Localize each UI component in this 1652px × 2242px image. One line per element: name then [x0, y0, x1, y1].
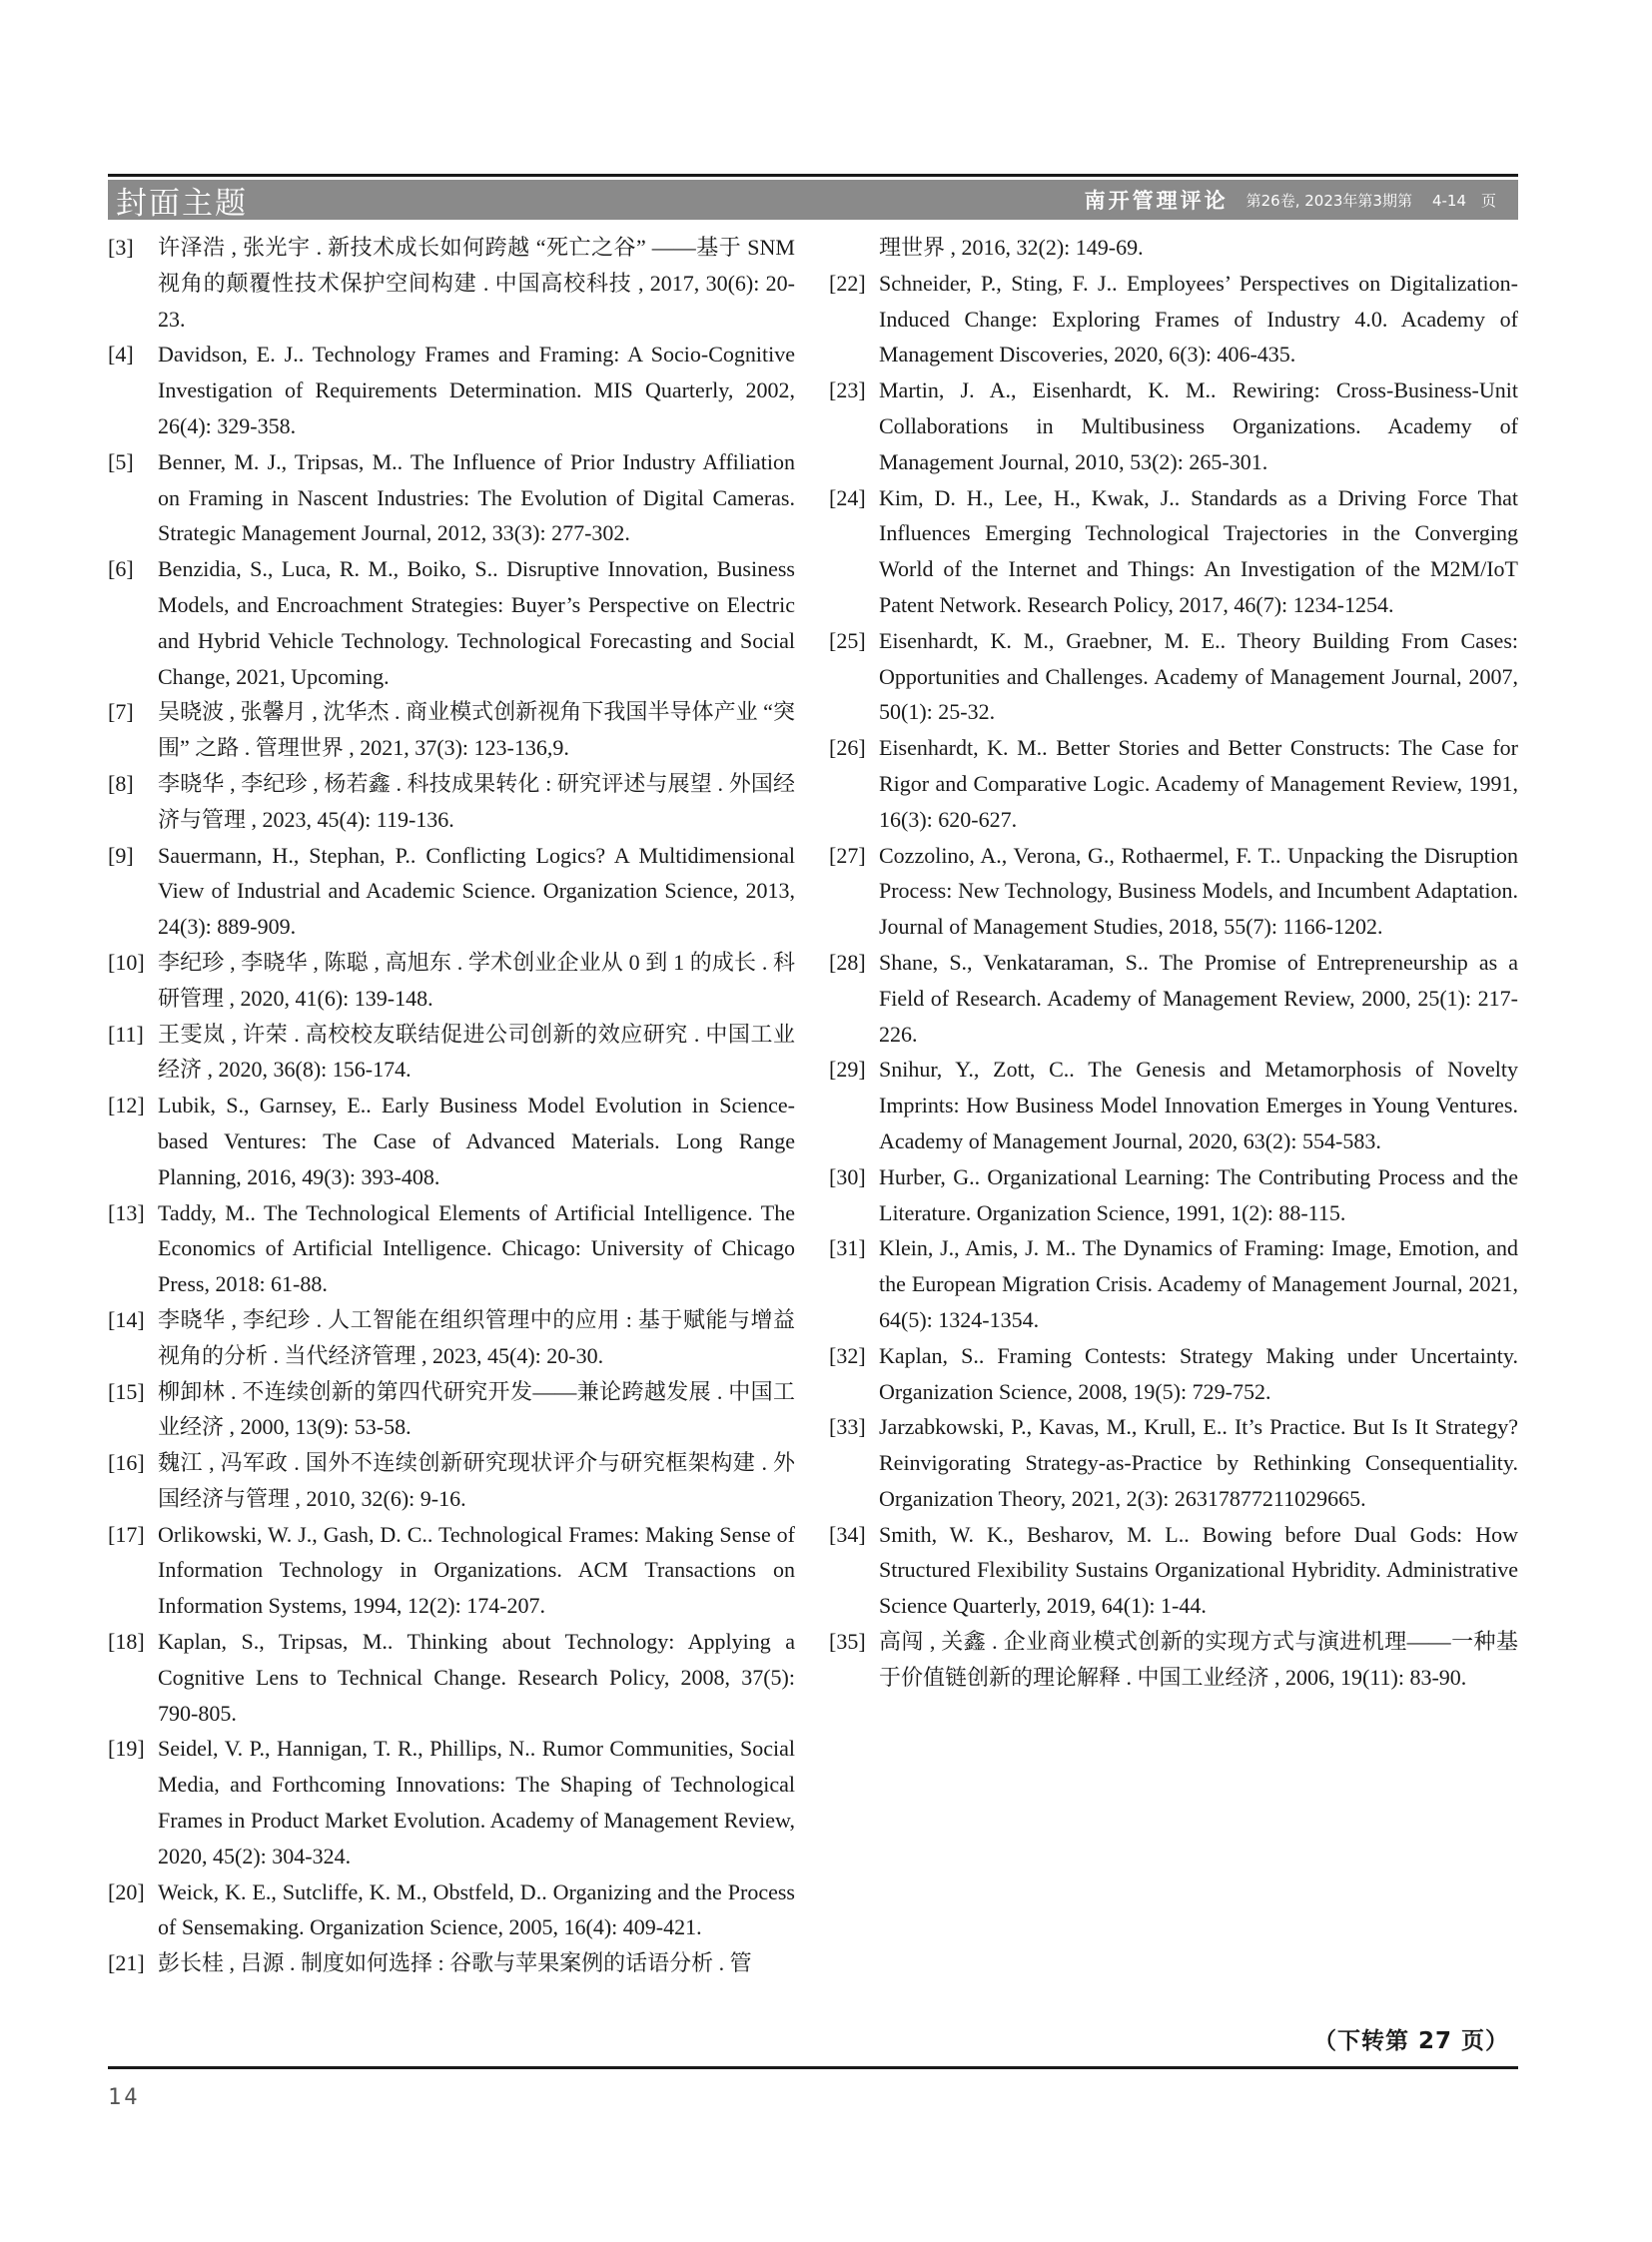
- reference-number: [27]: [829, 842, 866, 868]
- reference-text: 彭长桂 , 吕源 . 制度如何选择 : 谷歌与苹果案例的话语分析 . 管: [158, 1950, 752, 1976]
- reference-text: Davidson, E. J.. Technology Frames and Framing: A Socio-Cognitive Investigation of Requirements Determination. MIS Quarterly, 2002, 26(4): 329-358.: [158, 342, 795, 438]
- reference-text: Seidel, V. P., Hannigan, T. R., Phillips, N.. Rumor Communities, Social Media, and Forthcoming Innovations: The Shaping of Technological Frames in Product Market Evolution. Academy of Management Review, 2020, 45(2): 304-324.: [158, 1736, 795, 1868]
- reference-number: [9]: [108, 842, 134, 868]
- reference-item: [829, 1159, 1518, 1231]
- reference-number: [5]: [108, 448, 134, 474]
- reference-number: [18]: [108, 1629, 145, 1655]
- reference-number: [14]: [108, 1306, 145, 1332]
- reference-number: [28]: [829, 949, 866, 975]
- journal-name: 南开管理评论: [1084, 189, 1229, 213]
- issue-info: 第26卷, 2023年第3期第: [1245, 191, 1412, 210]
- reference-text: 柳卸林 . 不连续创新的第四代研究开发——兼论跨越发展 . 中国工业经济 , 2000, 13(9): 53-58.: [158, 1378, 795, 1440]
- reference-text: Weick, K. E., Sutcliffe, K. M., Obstfeld, D.. Organizing and the Process of Sensemaking. Organization Science, 2005, 16(4): 409-421.: [158, 1878, 795, 1940]
- reference-number: [4]: [108, 342, 134, 368]
- reference-item: [829, 1052, 1518, 1158]
- reference-number: [17]: [108, 1521, 145, 1547]
- reference-item: [108, 230, 795, 337]
- reference-continuation: 理世界 , 2016, 32(2): 149-69.: [879, 235, 1144, 260]
- reference-text: 魏江 , 冯军政 . 国外不连续创新研究现状评介与研究框架构建 . 外国经济与管理 , 2010, 32(6): 9-16.: [158, 1450, 795, 1511]
- reference-text: Lubik, S., Garnsey, E.. Early Business Model Evolution in Science-based Ventures: The Case of Advanced Materials. Long Range Planning, 2016, 49(3): 393-408.: [158, 1093, 795, 1189]
- reference-number: [20]: [108, 1878, 145, 1904]
- reference-text: 高闯 , 关鑫 . 企业商业模式创新的实现方式与演进机理——一种基于价值链创新的理论解释 . 中国工业经济 , 2006, 19(11): 83-90.: [879, 1629, 1518, 1690]
- reference-item: [108, 444, 795, 551]
- reference-number: [21]: [108, 1950, 145, 1976]
- reference-item: [108, 1302, 795, 1374]
- reference-number: [31]: [829, 1235, 866, 1261]
- reference-number: [16]: [108, 1450, 145, 1476]
- reference-text: Snihur, Y., Zott, C.. The Genesis and Metamorphosis of Novelty Imprints: How Business Model Innovation Emerges in Young Ventures. Academy of Management Journal, 2020, 63(2): 554-583.: [879, 1057, 1518, 1153]
- reference-item: [108, 1517, 795, 1624]
- reference-item: [108, 1624, 795, 1731]
- reference-item: [108, 1731, 795, 1873]
- reference-text: 李纪珍 , 李晓华 , 陈聪 , 高旭东 . 学术创业企业从 0 到 1 的成长 . 科研管理 , 2020, 41(6): 139-148.: [158, 949, 795, 1011]
- reference-text: Kaplan, S., Tripsas, M.. Thinking about Technology: Applying a Cognitive Lens to Technical Change. Research Policy, 2008, 37(5): 790-805.: [158, 1629, 795, 1726]
- reference-number: [12]: [108, 1093, 145, 1119]
- reference-text: 李晓华 , 李纪珍 , 杨若鑫 . 科技成果转化 : 研究评述与展望 . 外国经济与管理 , 2023, 45(4): 119-136.: [158, 770, 795, 832]
- reference-item: [108, 1195, 795, 1302]
- reference-item: [108, 838, 795, 945]
- right-reference-column: [829, 230, 1518, 1696]
- reference-item: [829, 1624, 1518, 1696]
- reference-text: 许泽浩 , 张光宇 . 新技术成长如何跨越 “死亡之谷” ——基于 SNM 视角的颠覆性技术保护空间构建 . 中国高校科技 , 2017, 30(6): 20-23.: [158, 235, 795, 332]
- reference-item: [829, 266, 1518, 373]
- reference-text: 李晓华 , 李纪珍 . 人工智能在组织管理中的应用 : 基于赋能与增益视角的分析 . 当代经济管理 , 2023, 45(4): 20-30.: [158, 1306, 795, 1368]
- reference-number: [10]: [108, 949, 145, 975]
- reference-text: Sauermann, H., Stephan, P.. Conflicting Logics? A Multidimensional View of Industrial and Academic Science. Organization Science, 2013, 24(3): 889-909.: [158, 842, 795, 940]
- reference-item: [108, 551, 795, 694]
- reference-number: [26]: [829, 735, 866, 761]
- reference-item: [829, 945, 1518, 1052]
- reference-number: [8]: [108, 770, 134, 796]
- continued-note: （下转第 27 页）: [1312, 2028, 1509, 2054]
- reference-number: [13]: [108, 1199, 145, 1225]
- reference-text: Martin, J. A., Eisenhardt, K. M.. Rewiring: Cross-Business-Unit Collaborations in Multibusiness Organizations. Academy of Management Journal, 2010, 53(2): 265-301.: [879, 377, 1518, 474]
- reference-text: Klein, J., Amis, J. M.. The Dynamics of Framing: Image, Emotion, and the European Migration Crisis. Academy of Management Journal, 2021, 64(5): 1324-1354.: [879, 1235, 1518, 1332]
- reference-number: [11]: [108, 1021, 144, 1047]
- reference-text: Schneider, P., Sting, F. J.. Employees’ Perspectives on Digitalization-Induced Change: Exploring Frames of Industry 4.0. Academy of Management Discoveries, 2020, 6(3): 406-435.: [879, 270, 1518, 368]
- reference-text: Shane, S., Venkataraman, S.. The Promise of Entrepreneurship as a Field of Research. Academy of Management Review, 2000, 25(1): 217-226.: [879, 949, 1518, 1047]
- reference-number: [19]: [108, 1736, 145, 1762]
- reference-text: Benzidia, S., Luca, R. M., Boiko, S.. Disruptive Innovation, Business Models, and Encroachment Strategies: Buyer’s Perspective on Electric and Hybrid Vehicle Technology. Technological Forecasting and Social Change, 2021, Upcoming.: [158, 556, 795, 689]
- reference-text: Orlikowski, W. J., Gash, D. C.. Technological Frames: Making Sense of Information Technology in Organizations. ACM Transactions on Information Systems, 1994, 12(2): 174-207.: [158, 1521, 795, 1619]
- reference-number: [34]: [829, 1521, 866, 1547]
- reference-item: [108, 766, 795, 838]
- reference-text: Kaplan, S.. Framing Contests: Strategy Making under Uncertainty. Organization Science, 2008, 19(5): 729-752.: [879, 1342, 1518, 1404]
- reference-number: [33]: [829, 1414, 866, 1440]
- reference-text: 王雯岚 , 许荣 . 高校校友联结促进公司创新的效应研究 . 中国工业经济 , 2020, 36(8): 156-174.: [158, 1021, 795, 1083]
- reference-item: [108, 1945, 795, 1981]
- section-title: 封面主题: [116, 185, 248, 222]
- reference-item: [108, 1088, 795, 1194]
- reference-text: Jarzabkowski, P., Kavas, M., Krull, E.. It’s Practice. But Is It Strategy? Reinvigorating Strategy-as-Practice by Rethinking Consequentiality. Organization Theory, 2021, 2(3): 26317877211029665.: [879, 1414, 1518, 1511]
- bottom-rule: [108, 2066, 1518, 2069]
- reference-item: [829, 1409, 1518, 1516]
- reference-item: [108, 337, 795, 443]
- reference-text: Kim, D. H., Lee, H., Kwak, J.. Standards as a Driving Force That Influences Emerging Technological Trajectories in the Converging World of the Internet and Things: An Investigation of the M2M/IoT Patent Network. Research Policy, 2017, 46(7): 1234-1254.: [879, 484, 1518, 617]
- reference-item: [829, 373, 1518, 479]
- reference-number: [29]: [829, 1057, 866, 1083]
- header-band: [108, 180, 1518, 220]
- page-range: 4-14 页: [1431, 191, 1496, 210]
- reference-item: [829, 838, 1518, 945]
- journal-info: [1085, 185, 1518, 215]
- reference-item: [829, 730, 1518, 837]
- reference-item: [108, 1374, 795, 1446]
- reference-item: [829, 623, 1518, 730]
- reference-text: Taddy, M.. The Technological Elements of Artificial Intelligence. The Economics of Artificial Intelligence. Chicago: University of Chicago Press, 2018: 61-88.: [158, 1199, 795, 1297]
- reference-text: Eisenhardt, K. M.. Better Stories and Better Constructs: The Case for Rigor and Comparative Logic. Academy of Management Review, 1991, 16(3): 620-627.: [879, 735, 1518, 832]
- reference-number: [3]: [108, 235, 134, 260]
- reference-item: [829, 1517, 1518, 1624]
- top-rule: [108, 174, 1518, 177]
- reference-number: [32]: [829, 1342, 866, 1368]
- reference-item: [108, 945, 795, 1017]
- reference-text: 吴晓波 , 张馨月 , 沈华杰 . 商业模式创新视角下我国半导体产业 “突围” 之路 . 管理世界 , 2021, 37(3): 123-136,9.: [158, 699, 795, 761]
- reference-number: [23]: [829, 377, 866, 403]
- reference-number: [7]: [108, 699, 134, 725]
- reference-number: [24]: [829, 484, 866, 510]
- reference-number: [6]: [108, 556, 134, 582]
- reference-text: Cozzolino, A., Verona, G., Rothaermel, F. T.. Unpacking the Disruption Process: New Technology, Business Models, and Incumbent Adaptation. Journal of Management Studies, 2018, 55(7): 1166-1202.: [879, 842, 1518, 940]
- page-number: 14: [108, 2085, 141, 2110]
- reference-number: [35]: [829, 1629, 866, 1655]
- reference-number: [30]: [829, 1163, 866, 1189]
- reference-text: Benner, M. J., Tripsas, M.. The Influence of Prior Industry Affiliation on Framing in Nascent Industries: The Evolution of Digital Cameras. Strategic Management Journal, 2012, 33(3): 277-302.: [158, 448, 795, 546]
- reference-number: [25]: [829, 627, 866, 653]
- reference-item: [829, 1230, 1518, 1337]
- reference-item: [829, 1338, 1518, 1410]
- left-reference-column: [108, 230, 795, 1981]
- reference-number: [22]: [829, 270, 866, 296]
- reference-item: [108, 1874, 795, 1946]
- reference-number: [15]: [108, 1378, 145, 1404]
- reference-text: Smith, W. K., Besharov, M. L.. Bowing before Dual Gods: How Structured Flexibility Sustains Organizational Hybridity. Administrative Science Quarterly, 2019, 64(1): 1-44.: [879, 1521, 1518, 1619]
- reference-text: Eisenhardt, K. M., Graebner, M. E.. Theory Building From Cases: Opportunities and Challenges. Academy of Management Journal, 2007, 50(1): 25-32.: [879, 627, 1518, 725]
- reference-item: [829, 480, 1518, 623]
- reference-item: [108, 1017, 795, 1089]
- reference-item: [108, 694, 795, 766]
- reference-text: Hurber, G.. Organizational Learning: The Contributing Process and the Literature. Organization Science, 1991, 1(2): 88-115.: [879, 1163, 1518, 1225]
- reference-item: [108, 1445, 795, 1517]
